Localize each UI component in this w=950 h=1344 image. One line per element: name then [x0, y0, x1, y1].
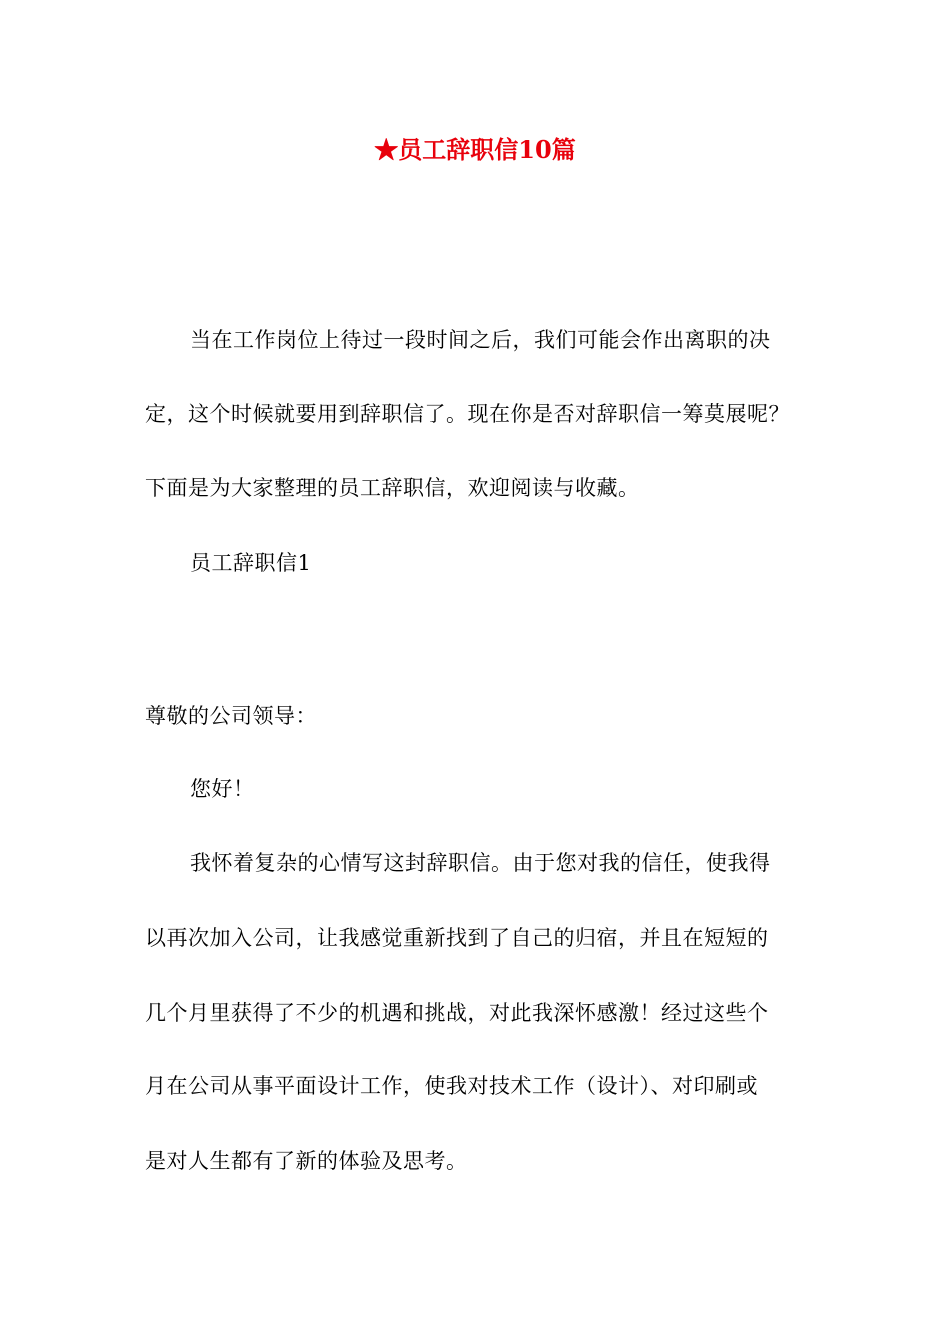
section-heading: 员工辞职信1	[190, 551, 312, 575]
paragraph-line: 几个月里获得了不少的机遇和挑战，对此我深怀感激！经过这些个	[145, 1001, 769, 1025]
paragraph-line: 下面是为大家整理的员工辞职信，欢迎阅读与收藏。	[145, 476, 640, 500]
paragraph-line: 当在工作岗位上待过一段时间之后，我们可能会作出离职的决	[190, 328, 771, 352]
paragraph-line: 以再次加入公司，让我感觉重新找到了自己的归宿，并且在短短的	[145, 926, 769, 950]
paragraph-line: 我怀着复杂的心情写这封辞职信。由于您对我的信任，使我得	[190, 851, 771, 875]
salutation: 尊敬的公司领导：	[145, 704, 317, 728]
document-title: ★员工辞职信10篇	[374, 135, 576, 164]
paragraph-line: 月在公司从事平面设计工作，使我对技术工作（设计）、对印刷或	[145, 1074, 758, 1098]
greeting: 您好！	[190, 777, 255, 801]
paragraph-line: 定，这个时候就要用到辞职信了。现在你是否对辞职信一筹莫展呢？	[145, 402, 790, 426]
paragraph-line: 是对人生都有了新的体验及思考。	[145, 1149, 468, 1173]
